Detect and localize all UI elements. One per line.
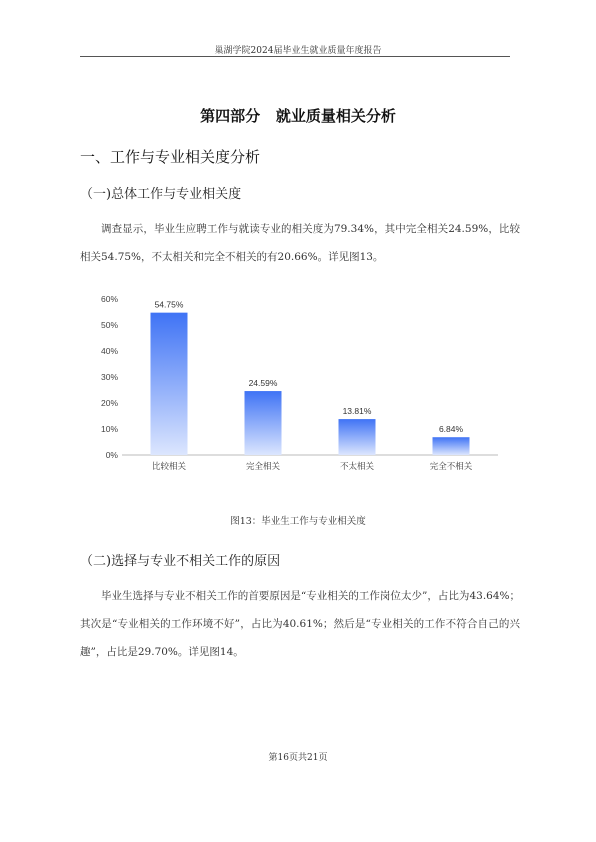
y-tick-label: 0% — [105, 450, 118, 460]
paragraph-overall-relevance: 调查显示，毕业生应聘工作与就读专业的相关度为79.34%，其中完全相关24.59%，比较相关54.75%，不太相关和完全不相关的有20.66%。详见图13。 — [80, 223, 520, 263]
x-category-label: 不太相关 — [339, 462, 375, 472]
bar-2 — [245, 391, 282, 455]
y-tick-label: 60% — [100, 294, 118, 304]
y-tick-label: 30% — [100, 372, 118, 382]
relevance-bar-chart — [78, 285, 508, 480]
y-tick-label: 40% — [100, 346, 118, 356]
figure-caption: 图13：毕业生工作与专业相关度 — [230, 516, 366, 527]
x-category-label: 比较相关 — [151, 462, 187, 472]
y-tick-label: 50% — [100, 320, 118, 330]
bar-4 — [433, 437, 470, 455]
bar-1 — [151, 313, 188, 455]
bar-value-label: 6.84% — [438, 424, 464, 435]
y-tick-label: 10% — [100, 424, 118, 434]
subsection-heading-overall: （一)总体工作与专业相关度 — [80, 187, 242, 202]
bar-3 — [339, 419, 376, 455]
x-category-label: 完全相关 — [245, 462, 281, 472]
header-rule — [80, 56, 510, 57]
y-tick-label: 20% — [100, 398, 118, 408]
paragraph-unrelated-reasons: 毕业生选择与专业不相关工作的首要原因是“专业相关的工作岗位太少”，占比为43.64%；其次是“专业相关的工作环境不好”，占比为40.61%；然后是“专业相关的工作不符合自己的兴趣”，占比是29.70%。详见图14。 — [80, 590, 520, 658]
x-category-label: 完全不相关 — [429, 462, 473, 472]
subsection-heading-reasons: （二)选择与专业不相关工作的原因 — [80, 554, 281, 569]
bar-value-label: 54.75% — [154, 299, 184, 310]
page-number: 第16页共21页 — [268, 753, 328, 763]
section-heading: 一、工作与专业相关度分析 — [80, 148, 261, 166]
bar-value-label: 24.59% — [248, 378, 278, 389]
part-title: 第四部分 就业质量相关分析 — [200, 107, 396, 125]
bar-value-label: 13.81% — [342, 406, 372, 417]
running-header: 巢湖学院2024届毕业生就业质量年度报告 — [214, 46, 382, 56]
